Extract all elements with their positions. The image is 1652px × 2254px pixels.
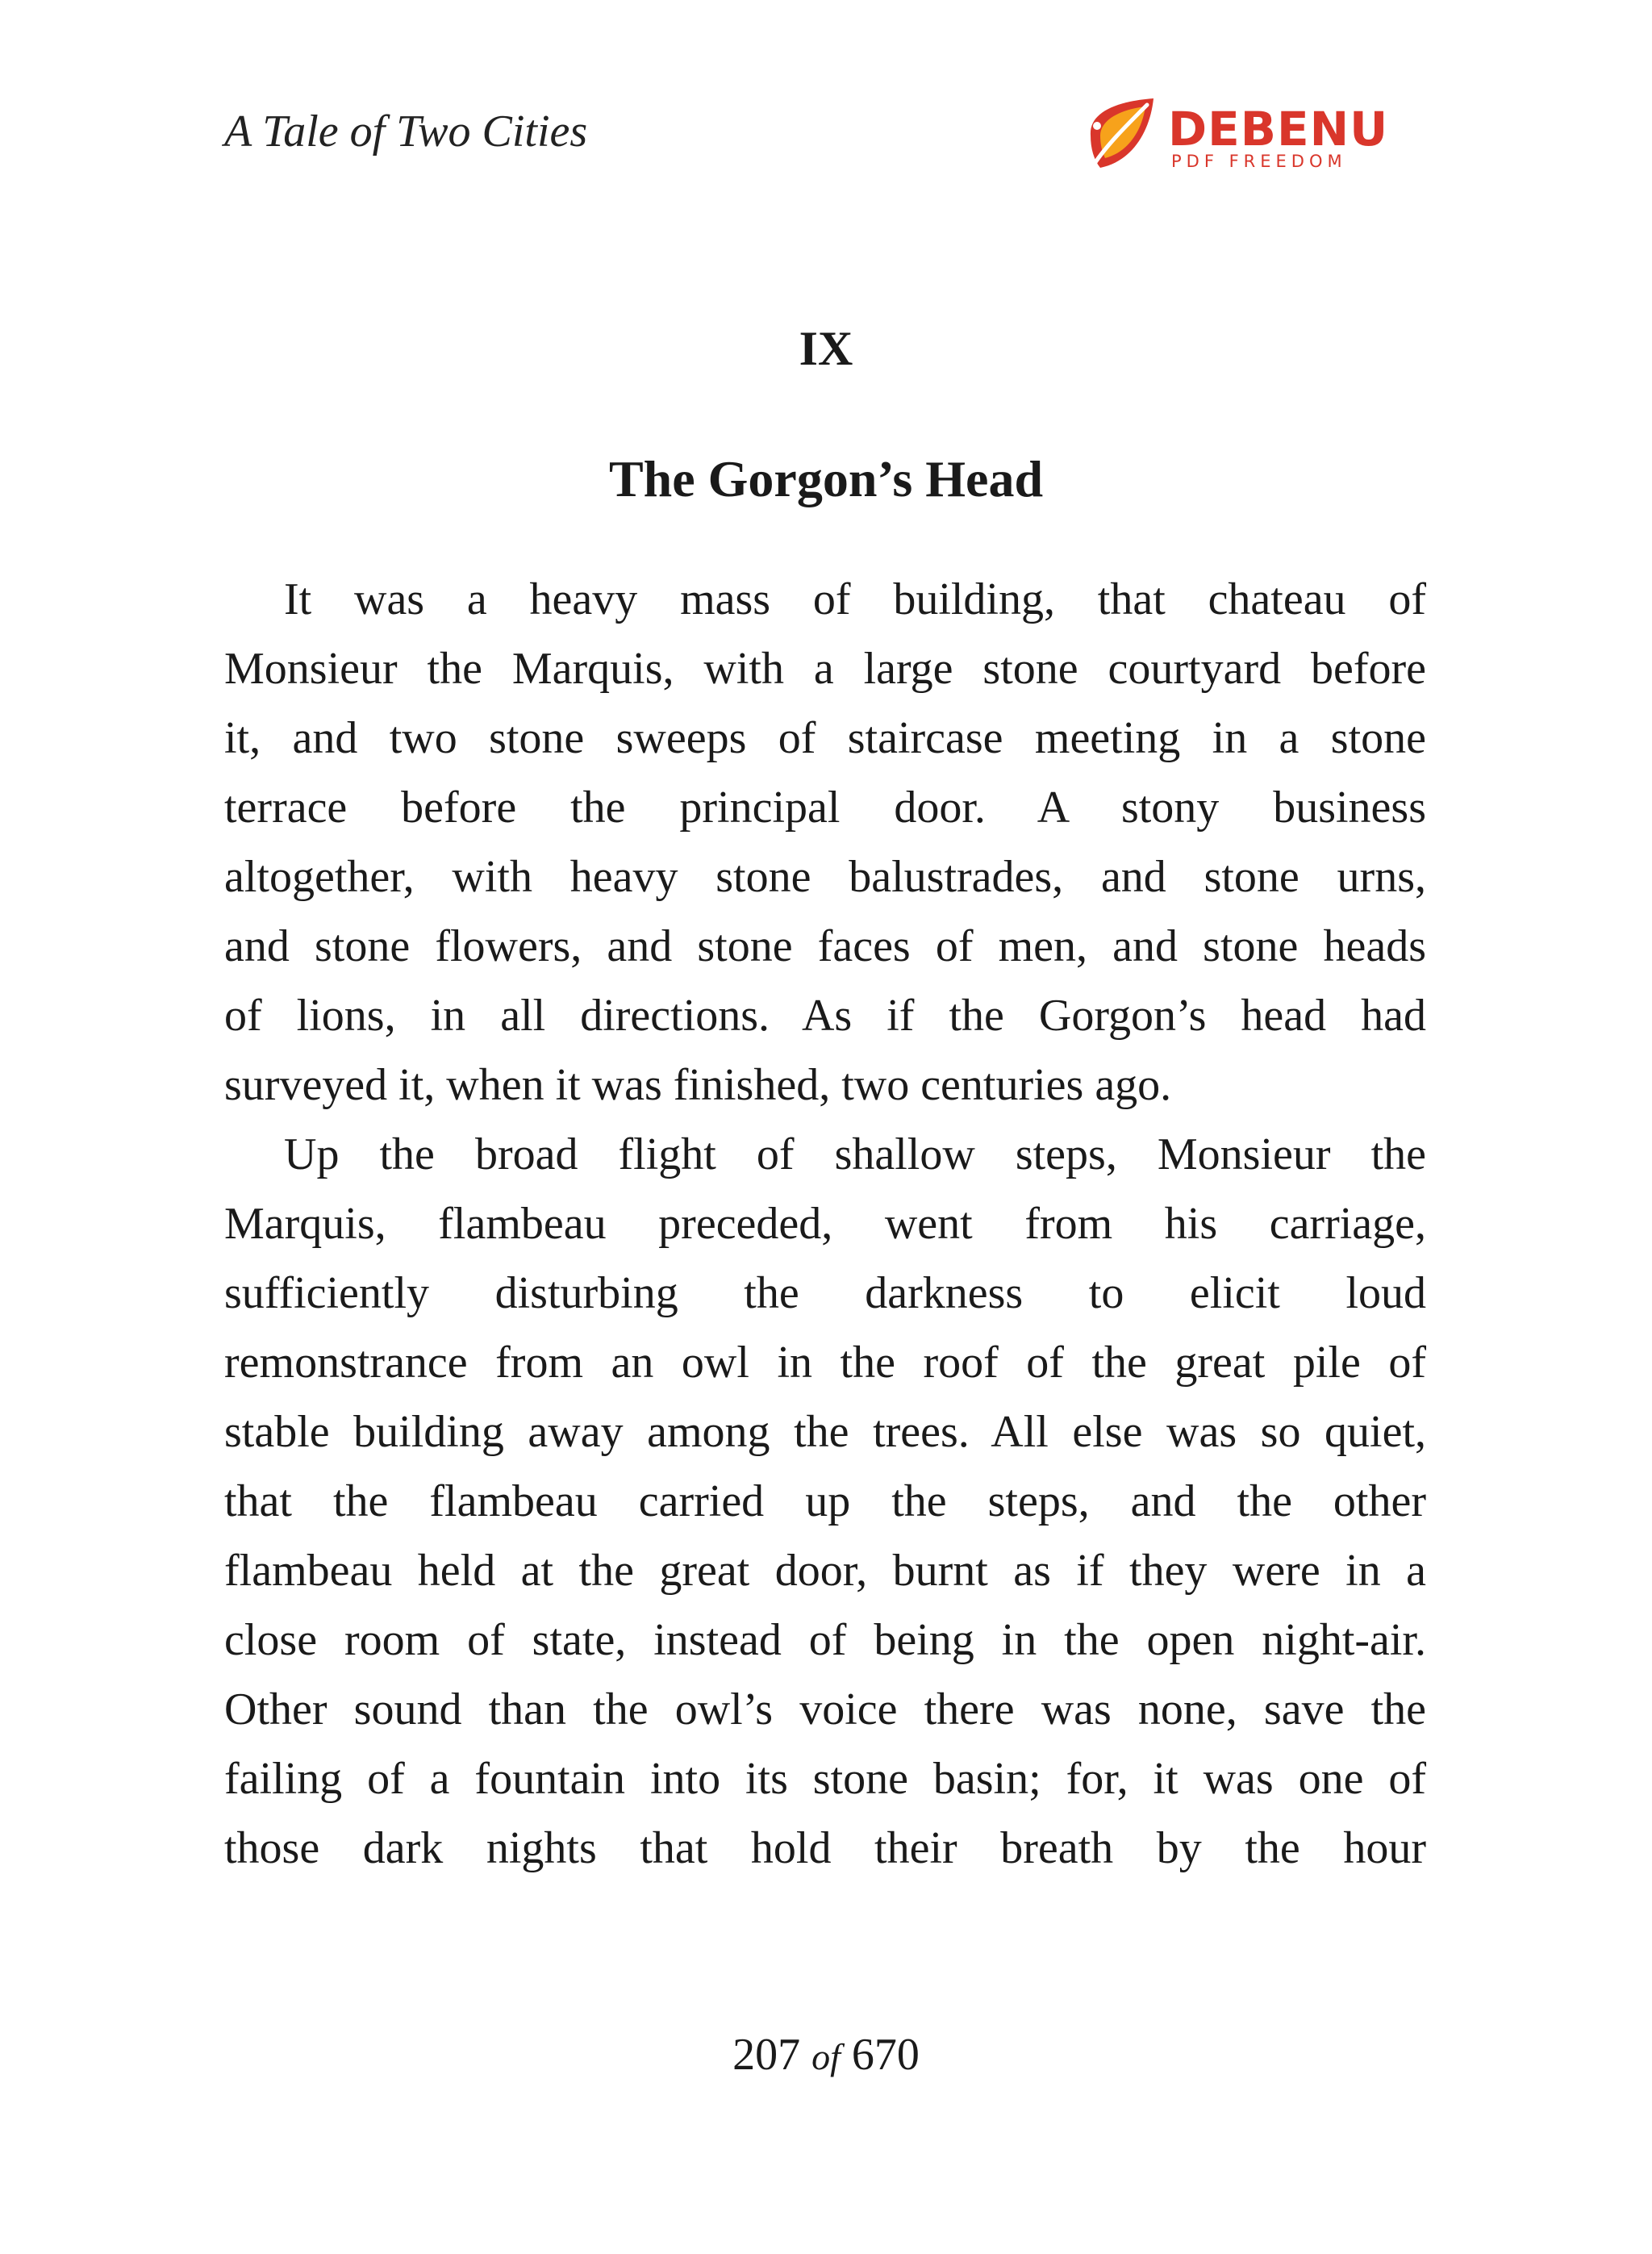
text-line: surveyed it, when it was finished, two centuries ago. xyxy=(224,1060,1172,1110)
page-number xyxy=(0,2027,1652,2085)
page-of-word: of xyxy=(811,2036,841,2077)
text-line: it, and two stone sweeps of staircase meeting in a stone xyxy=(224,713,1426,763)
text-line: of lions, in all directions. As if the Gorgon’s head had xyxy=(224,991,1426,1041)
text-line: failing of a fountain into its stone basin; for, it was one of xyxy=(224,1754,1426,1804)
text-line: Marquis, flambeau preceded, went from his carriage, xyxy=(224,1199,1426,1249)
text-line: remonstrance from an owl in the roof of the great pile of xyxy=(224,1338,1426,1388)
text-line: sufficiently disturbing the darkness to elicit loud xyxy=(224,1268,1426,1318)
text-line: terrace before the principal door. A stony business xyxy=(224,783,1426,833)
chapter-number: IX xyxy=(799,322,853,375)
text-line: Up the broad flight of shallow steps, Monsieur the xyxy=(284,1129,1426,1179)
leaf-shield-logo-icon xyxy=(1079,94,1160,174)
text-line: stable building away among the trees. All else was so quiet, xyxy=(224,1407,1426,1457)
text-line: It was a heavy mass of building, that chateau of xyxy=(284,574,1426,624)
logo-brand-name: DEBENU xyxy=(1168,102,1389,157)
debenu-logo xyxy=(1079,94,1389,174)
logo-tagline: PDF FREEDOM xyxy=(1171,152,1347,171)
current-page: 207 xyxy=(732,2030,801,2080)
text-line: those dark nights that hold their breath by the hour xyxy=(224,1823,1426,1873)
chapter-title: The Gorgon’s Head xyxy=(608,450,1044,507)
running-head-title: A Tale of Two Cities xyxy=(224,106,588,157)
text-line: and stone flowers, and stone faces of men, and stone heads xyxy=(224,921,1426,971)
chapter-body xyxy=(224,565,1426,1883)
text-line: flambeau held at the great door, burnt as if they were in a xyxy=(224,1546,1426,1596)
text-line: that the flambeau carried up the steps, and the other xyxy=(224,1476,1426,1526)
text-line: Monsieur the Marquis, with a large stone courtyard before xyxy=(224,644,1426,694)
text-line: altogether, with heavy stone balustrades, and stone urns, xyxy=(224,852,1426,902)
text-line: close room of state, instead of being in the open night-air. xyxy=(224,1615,1426,1665)
text-line: Other sound than the owl’s voice there was none, save the xyxy=(224,1684,1426,1734)
total-pages: 670 xyxy=(851,2030,920,2080)
